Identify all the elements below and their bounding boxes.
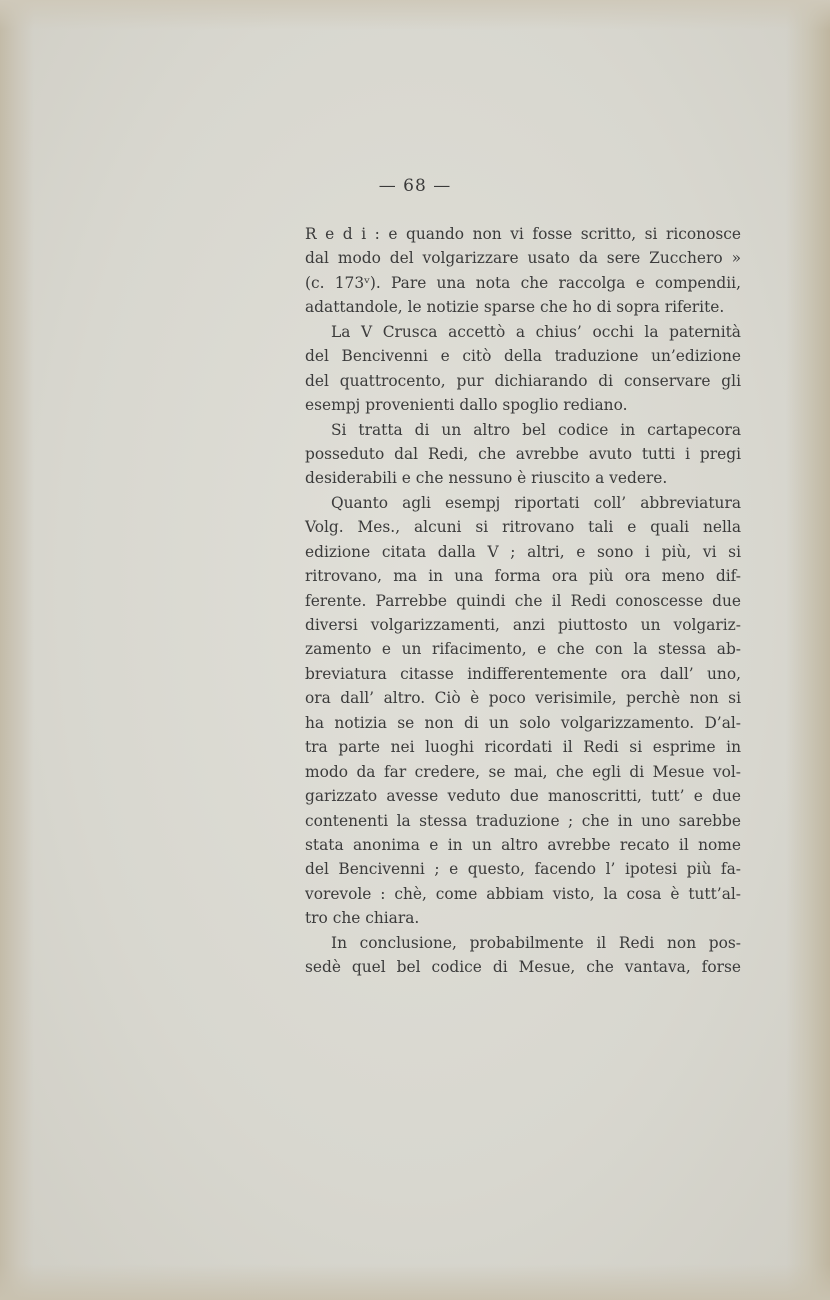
text-line: (c. 173ᵛ). Pare una nota che raccolga e compendii,	[305, 273, 741, 292]
text-line: tro che chiara.	[305, 909, 420, 928]
page-top-edge-shadow	[0, 0, 830, 30]
text-line: del Bencivenni e citò della traduzione un’edizione	[305, 347, 741, 366]
text-line: del quattrocento, pur dichiarando di conservare gli	[305, 371, 741, 390]
body-text	[305, 222, 741, 980]
text-line: Quanto agli esempj riportati coll’ abbreviatura	[331, 493, 741, 512]
page-bottom-edge-shadow	[0, 1264, 830, 1300]
text-line: tra parte nei luoghi ricordati il Redi si esprime in	[305, 738, 741, 757]
text-line: modo da far credere, se mai, che egli di Mesue vol-	[305, 762, 741, 781]
text-line: desiderabili e che nessuno è riuscito a vedere.	[305, 469, 668, 488]
text-line: esempj provenienti dallo spoglio rediano.	[305, 396, 628, 415]
text-line: zamento e un rifacimento, e che con la stessa ab-	[305, 640, 741, 659]
text-line: sedè quel bel codice di Mesue, che vantava, forse	[305, 958, 741, 977]
text-line: del Bencivenni ; e questo, facendo l’ ipotesi più fa-	[305, 860, 741, 879]
text-line: stata anonima e in un altro avrebbe recato il nome	[305, 835, 741, 854]
text-line: Si tratta di un altro bel codice in cartapecora	[331, 420, 741, 439]
text-line: adattandole, le notizie sparse che ho di sopra riferite.	[305, 298, 725, 317]
text-line: ora dall’ altro. Ciò è poco verisimile, perchè non si	[305, 689, 741, 708]
text-line: In conclusione, probabilmente il Redi non pos-	[331, 933, 741, 952]
text-line: ritrovano, ma in una forma ora più ora meno dif-	[305, 567, 741, 586]
text-line: breviatura citasse indifferentemente ora dall’ uno,	[305, 664, 741, 683]
text-line: vorevole : chè, come abbiam visto, la cosa è tutt’al-	[305, 884, 741, 903]
text-line: ferente. Parrebbe quindi che il Redi conoscesse due	[305, 591, 741, 610]
text-line: Volg. Mes., alcuni si ritrovano tali e quali nella	[305, 518, 741, 537]
text-line: posseduto dal Redi, che avrebbe avuto tutti i pregi	[305, 444, 741, 463]
page-number: — 68 —	[378, 176, 452, 196]
text-line: contenenti la stessa traduzione ; che in uno sarebbe	[305, 811, 741, 830]
text-line: diversi volgarizzamenti, anzi piuttosto un volgariz-	[305, 616, 741, 634]
text-line: ha notizia se non di un solo volgarizzamento. D’al-	[305, 713, 741, 732]
text-line: La V Crusca accettò a chius’ occhi la paternità	[331, 322, 741, 341]
text-line: dal modo del volgarizzare usato da sere Zucchero »	[305, 249, 741, 268]
text-line: edizione citata dalla V ; altri, e sono i più, vi si	[305, 542, 741, 561]
text-line: R e d i : e quando non vi fosse scritto, si riconosce	[305, 225, 741, 243]
text-line: garizzato avesse veduto due manoscritti, tutt’ e due	[305, 787, 741, 806]
